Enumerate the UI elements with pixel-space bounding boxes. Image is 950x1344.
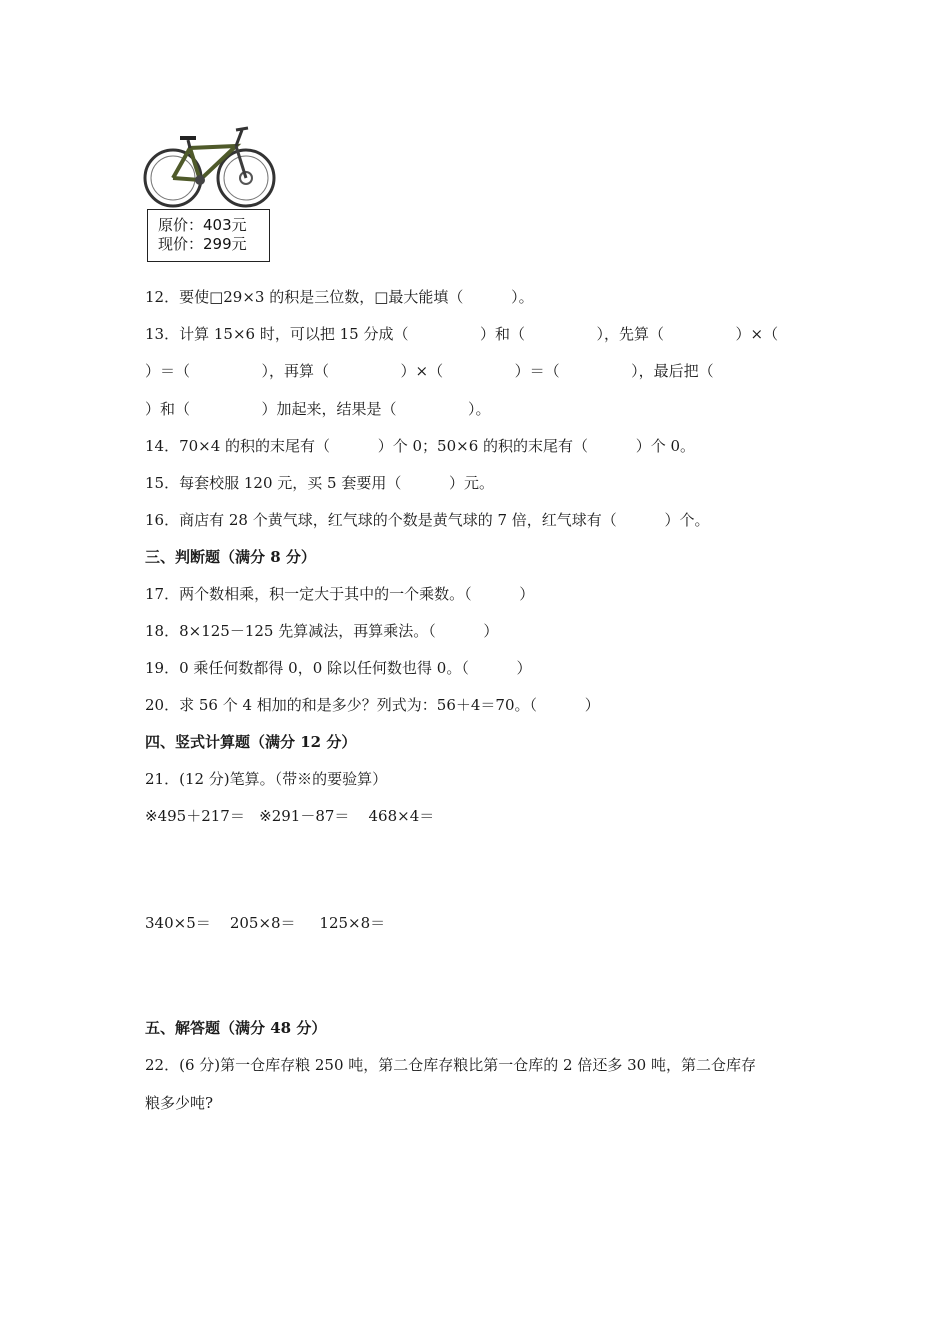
bicycle-icon xyxy=(140,122,278,208)
price-label-box xyxy=(147,209,270,262)
question-13-line-1: 13．计算 15×6 时，可以把 15 分成（ ）和（ ），先算（ ）×（ xyxy=(145,325,779,343)
question-22-line-2: 粮多少吨? xyxy=(145,1094,214,1112)
question-20: 20．求 56 个 4 相加的和是多少？列式为：56＋4＝70。（ ） xyxy=(145,696,600,714)
question-13-line-2: ）＝（ ），再算（ ）×（ ）＝（ ），最后把（ xyxy=(145,362,714,380)
question-14: 14．70×4 的积的末尾有（ ）个 0；50×6 的积的末尾有（ ）个 0。 xyxy=(145,437,696,455)
current-price: 现价：299元 xyxy=(158,235,247,253)
section-4-heading: 四、竖式计算题（满分 12 分） xyxy=(145,733,357,751)
question-12: 12．要使□29×3 的积是三位数，□最大能填（ ）。 xyxy=(145,288,534,306)
question-15: 15．每套校服 120 元，买 5 套要用（ ）元。 xyxy=(145,474,495,492)
question-22-line-1: 22．(6 分)第一仓库存粮 250 吨，第二仓库存粮比第一仓库的 2 倍还多 30 吨，第二仓库存 xyxy=(145,1056,756,1074)
section-5-heading: 五、解答题（满分 48 分） xyxy=(145,1019,327,1037)
question-18: 18．8×125－125 先算减法，再算乘法。（ ） xyxy=(145,622,499,640)
question-13-line-3: ）和（ ）加起来，结果是（ ）。 xyxy=(145,400,491,418)
original-price: 原价：403元 xyxy=(158,216,247,234)
question-21: 21．(12 分)笔算。（带※的要验算） xyxy=(145,770,388,788)
section-3-heading: 三、判断题（满分 8 分） xyxy=(145,548,316,566)
question-19: 19．0 乘任何数都得 0，0 除以任何数也得 0。（ ） xyxy=(145,659,532,677)
question-16: 16．商店有 28 个黄气球，红气球的个数是黄气球的 7 倍，红气球有（ ）个。 xyxy=(145,511,710,529)
question-21-row-1: ※495＋217＝ ※291－87＝ 468×4＝ xyxy=(145,807,435,825)
question-17: 17．两个数相乘，积一定大于其中的一个乘数。（ ） xyxy=(145,585,535,603)
question-21-row-2: 340×5＝ 205×8＝ 125×8＝ xyxy=(145,914,386,932)
